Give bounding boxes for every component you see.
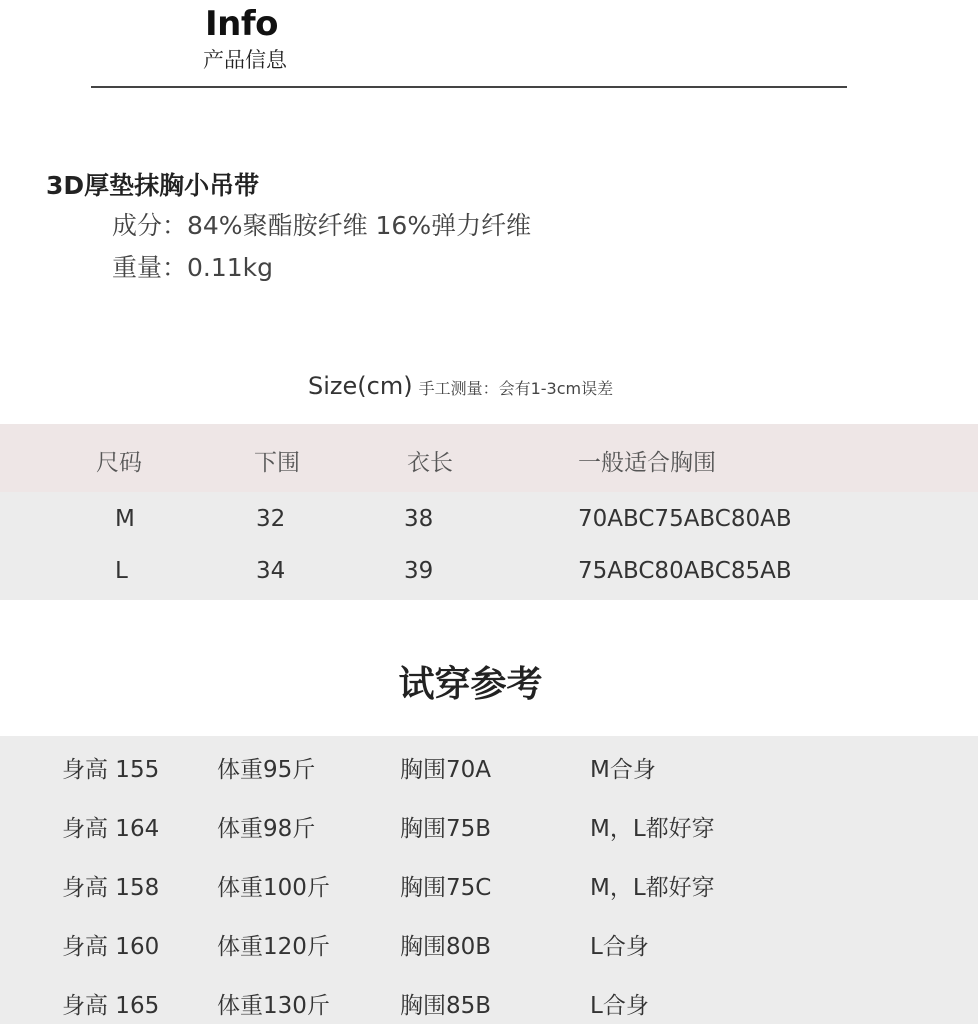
size-cell: L — [115, 558, 128, 584]
size-header-length: 衣长 — [407, 450, 453, 476]
info-heading: Info — [205, 4, 279, 44]
weight-cell: 体重120斤 — [217, 934, 330, 960]
height-cell: 身高 160 — [62, 934, 160, 960]
height-cell: 身高 164 — [62, 816, 160, 842]
fit-reference-title: 试穿参考 — [398, 664, 543, 705]
size-caption — [308, 372, 613, 400]
size-cell: M — [115, 506, 135, 532]
fit-result-cell: M合身 — [590, 757, 656, 783]
fit-result-cell: M，L都好穿 — [590, 875, 715, 901]
bust-cell: 胸围75B — [400, 816, 492, 842]
length-cell: 39 — [404, 558, 434, 584]
bust-fit-cell: 70ABC75ABC80AB — [578, 506, 792, 532]
info-subheading: 产品信息 — [203, 48, 287, 72]
size-measure-note: 手工测量：会有1-3cm误差 — [418, 379, 614, 398]
table-row — [0, 795, 978, 854]
product-name: 3D厚垫抹胸小吊带 — [46, 171, 260, 200]
size-header-underbust: 下围 — [254, 450, 300, 476]
height-cell: 身高 158 — [62, 875, 160, 901]
height-cell: 身高 155 — [62, 757, 160, 783]
table-row — [0, 854, 978, 913]
fit-reference-table — [0, 736, 978, 1024]
weight-cell: 体重98斤 — [217, 816, 316, 842]
weight-cell: 体重100斤 — [217, 875, 330, 901]
size-caption-label: Size(cm) — [308, 372, 413, 400]
table-row — [0, 972, 978, 1031]
bust-cell: 胸围75C — [400, 875, 492, 901]
table-row — [0, 913, 978, 972]
fit-result-cell: L合身 — [590, 993, 649, 1019]
bust-fit-cell: 75ABC80ABC85AB — [578, 558, 792, 584]
product-weight: 重量：0.11kg — [112, 253, 274, 282]
weight-cell: 体重95斤 — [217, 757, 316, 783]
size-header-bust-fit: 一般适合胸围 — [578, 450, 716, 476]
fit-result-cell: L合身 — [590, 934, 649, 960]
header-divider — [91, 86, 847, 88]
size-table — [0, 424, 978, 600]
bust-cell: 胸围70A — [400, 757, 492, 783]
size-table-header — [0, 424, 978, 492]
underbust-cell: 34 — [256, 558, 286, 584]
underbust-cell: 32 — [256, 506, 286, 532]
bust-cell: 胸围80B — [400, 934, 492, 960]
bust-cell: 胸围85B — [400, 993, 492, 1019]
table-row — [0, 736, 978, 795]
weight-cell: 体重130斤 — [217, 993, 330, 1019]
size-table-body — [0, 492, 978, 600]
fit-result-cell: M，L都好穿 — [590, 816, 715, 842]
product-composition: 成分：84%聚酯胺纤维 16%弹力纤维 — [112, 211, 532, 240]
length-cell: 38 — [404, 506, 434, 532]
height-cell: 身高 165 — [62, 993, 160, 1019]
size-header-size: 尺码 — [96, 450, 142, 476]
